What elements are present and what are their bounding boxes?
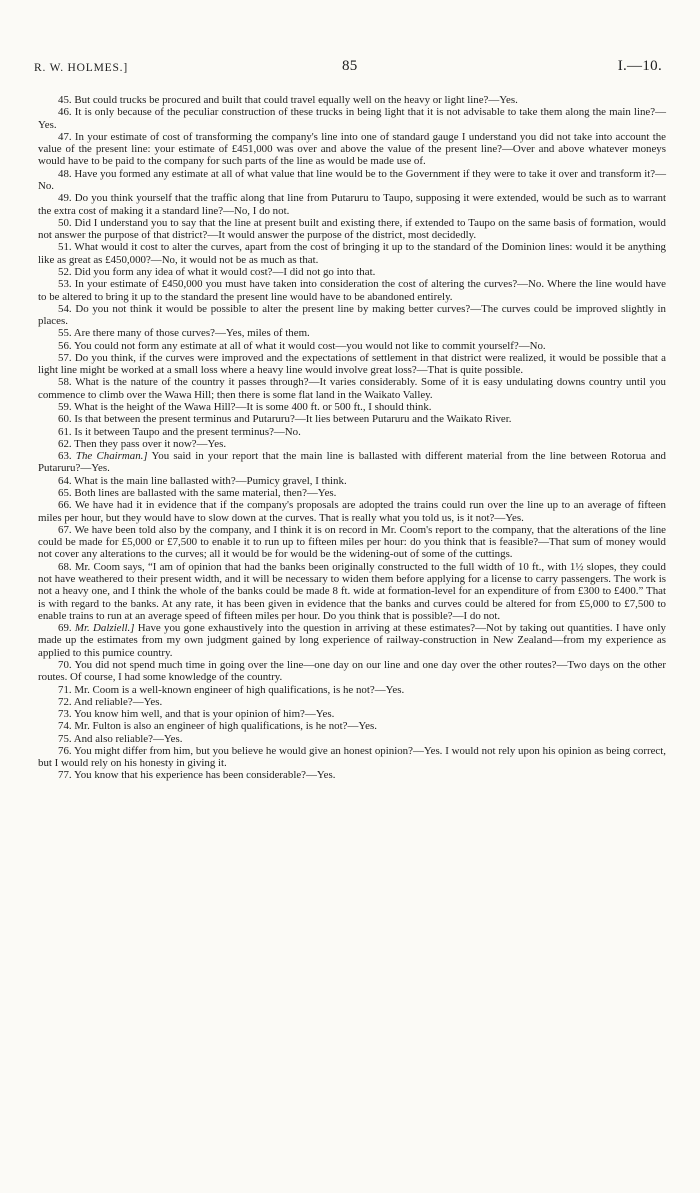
question-and-answer-text: You might differ from him, but you believe he would give an honest opinion?—Yes. I would not rely upon his opinion as being correct, but I would rely on his honesty in giving it. bbox=[38, 744, 666, 770]
question-and-answer-text: Are there many of those curves?—Yes, miles of them. bbox=[73, 327, 310, 340]
question-number: 76. bbox=[58, 744, 72, 757]
testimony-paragraph bbox=[38, 622, 666, 659]
testimony-paragraph bbox=[38, 450, 666, 475]
question-number: 54. bbox=[58, 302, 72, 315]
question-and-answer-text: Both lines are ballasted with the same material, then?—Yes. bbox=[74, 487, 337, 499]
testimony-paragraph bbox=[38, 192, 666, 217]
testimony-paragraph bbox=[38, 131, 666, 168]
question-and-answer-text: You could not form any estimate at all of what it would cost—you would not like to commit yourself?—No. bbox=[73, 339, 546, 352]
testimony-paragraph bbox=[38, 278, 666, 303]
question-number: 70. bbox=[58, 658, 72, 671]
testimony-paragraph bbox=[38, 524, 666, 561]
testimony-paragraph bbox=[38, 720, 666, 732]
question-number: 55. bbox=[58, 327, 72, 340]
question-number: 60. bbox=[58, 413, 72, 426]
question-and-answer-text: What is the nature of the country it passes through?—It varies considerably. Some of it is easy undulating downs country until you commence to climb over the Wawa Hill; then there is some flat land in the Waikato Valley. bbox=[38, 376, 666, 401]
header-witness-name: R. W. HOLMES.] bbox=[34, 62, 128, 74]
testimony-paragraph bbox=[38, 745, 666, 770]
question-and-answer-text: You know him well, and that is your opinion of him?—Yes. bbox=[73, 708, 335, 721]
question-and-answer-text: Have you gone exhaustively into the question in arriving at these estimates?—Not by taking out quantities. I have only made up the estimates from my own judgment gained by long experience of railway-construction in New Zealand—from my experience as applied to this pumice country. bbox=[38, 622, 666, 659]
speaker-label: The Chairman.] bbox=[75, 450, 148, 463]
testimony-paragraph bbox=[38, 413, 666, 425]
testimony-paragraph bbox=[38, 376, 666, 401]
question-and-answer-text: It is only because of the peculiar construction of these trucks in being light that it is not advisable to take them along the main line?—Yes. bbox=[38, 106, 666, 131]
question-and-answer-text: And also reliable?—Yes. bbox=[73, 732, 183, 745]
question-number: 48. bbox=[58, 167, 72, 180]
question-number: 61. bbox=[58, 425, 72, 438]
question-and-answer-text: Mr. Fulton is also an engineer of high qualifications, is he not?—Yes. bbox=[74, 720, 377, 733]
question-and-answer-text: Is that between the present terminus and Putaruru?—It lies between Putaruru and the Waikato River. bbox=[74, 413, 512, 426]
testimony-paragraph bbox=[38, 438, 666, 450]
question-and-answer-text: What is the height of the Wawa Hill?—It is some 400 ft. or 500 ft., I should think. bbox=[74, 401, 432, 414]
question-number: 58. bbox=[58, 376, 72, 389]
testimony-paragraph bbox=[38, 168, 666, 193]
question-and-answer-text: Is it between Taupo and the present terminus?—No. bbox=[74, 425, 301, 438]
question-and-answer-text: Mr. Coom says, “I am of opinion that had the banks been originally constructed to the full width of 10 ft., with 1½ slopes, they could not have weathered to their present width, and it will be necessary to widen them before applying for a license to carry passengers. The work is not a heavy one, and I think the whole of the banks could be made 8 ft. wide at formation-level for an expenditure of from £300 to £400.” That is with regard to the banks. At any rate, it has been given in evidence that the banks and curves could be altered for from £5,000 to £7,500 to enable trains to run at an average speed of fifteen miles per hour. Do you think that is possible?—I do not. bbox=[38, 560, 666, 622]
question-number: 68. bbox=[58, 560, 72, 573]
testimony-paragraph bbox=[38, 708, 666, 720]
question-and-answer-text: Then they pass over it now?—Yes. bbox=[74, 437, 227, 450]
question-and-answer-text: In your estimate of £450,000 you must have taken into consideration the cost of altering the curves?—No. Where the line would have to be altered to bring it up to the standard the present line would have to be abandoned entirely. bbox=[38, 278, 666, 303]
document-reference: I.—10. bbox=[617, 58, 662, 74]
testimony-paragraph bbox=[38, 487, 666, 499]
question-number: 49. bbox=[58, 192, 72, 205]
question-number: 50. bbox=[58, 216, 72, 229]
question-number: 45. bbox=[58, 94, 72, 106]
question-number: 62. bbox=[58, 437, 72, 450]
testimony-paragraph bbox=[38, 303, 666, 328]
testimony-paragraph bbox=[38, 241, 666, 266]
testimony-paragraph bbox=[38, 499, 666, 524]
question-number: 72. bbox=[58, 695, 72, 708]
speaker-label: Mr. Dalziell.] bbox=[74, 622, 135, 635]
question-number: 67. bbox=[58, 523, 72, 536]
testimony-paragraph bbox=[38, 352, 666, 377]
question-and-answer-text: You know that his experience has been considerable?—Yes. bbox=[73, 769, 336, 782]
question-and-answer-text: In your estimate of cost of transforming the company's line into one of standard gauge I understand you did not take into account the value of the present line: your estimate of £451,000 was over and above the value of the present line?—Over and above whatever moneys would have to be paid to the company for such parts of the line as would be made use of. bbox=[38, 130, 666, 168]
question-number: 51. bbox=[58, 241, 72, 254]
question-number: 47. bbox=[58, 130, 72, 143]
question-number: 65. bbox=[58, 487, 72, 499]
page-number: 85 bbox=[342, 58, 358, 74]
testimony-paragraph bbox=[38, 266, 666, 278]
question-number: 63. bbox=[58, 450, 72, 463]
question-and-answer-text: You did not spend much time in going over the line—one day on our line and one day over the other routes?—Two days on the other routes. Of course, I had some knowledge of the country. bbox=[38, 658, 666, 684]
question-and-answer-text: Do you think, if the curves were improved and the expectations of settlement in that district were realized, it would be possible that a light line might be worked at a small loss where a heavy line would involve great loss?—That is quite possible. bbox=[38, 351, 666, 377]
testimony-paragraph bbox=[38, 684, 666, 696]
question-and-answer-text: Mr. Coom is a well-known engineer of high qualifications, is he not?—Yes. bbox=[74, 683, 405, 696]
question-number: 59. bbox=[58, 401, 72, 414]
testimony-paragraph bbox=[38, 475, 666, 487]
question-and-answer-text: What is the main line ballasted with?—Pumicy gravel, I think. bbox=[74, 474, 347, 487]
testimony-paragraph bbox=[38, 733, 666, 745]
testimony-paragraph bbox=[38, 401, 666, 413]
testimony-paragraph bbox=[38, 327, 666, 339]
question-number: 75. bbox=[58, 732, 72, 745]
question-number: 57. bbox=[58, 351, 72, 364]
testimony-paragraph bbox=[38, 659, 666, 684]
question-and-answer-text: We have been told also by the company, and I think it is on record in Mr. Coom's report to the company, that the alterations of the line could be made for £5,000 or £7,500 to enable it to run up to fifteen miles per hour: do you think that is feasible?—That sum of money would not cover any alterations to the curves; all it would be for would be the widening-out of some of the cuttings. bbox=[38, 523, 666, 561]
testimony-body bbox=[38, 94, 666, 782]
question-number: 77. bbox=[58, 769, 72, 782]
question-and-answer-text: We have had it in evidence that if the company's proposals are adopted the trains could run over the line up to an average of fifteen miles per hour, but they would have to slow down at the curves. That is really what you told us, is it not?—Yes. bbox=[38, 499, 666, 524]
testimony-paragraph bbox=[38, 769, 666, 781]
question-number: 64. bbox=[58, 474, 72, 487]
testimony-paragraph bbox=[38, 426, 666, 438]
question-and-answer-text: Did you form any idea of what it would cost?—I did not go into that. bbox=[74, 265, 376, 278]
testimony-paragraph bbox=[38, 217, 666, 242]
question-and-answer-text: Do you not think it would be possible to alter the present line by making better curves?—The curves could be improved slightly in places. bbox=[38, 302, 666, 328]
question-number: 71. bbox=[58, 683, 72, 696]
question-number: 69. bbox=[58, 622, 72, 635]
question-and-answer-text: And reliable?—Yes. bbox=[73, 695, 163, 708]
question-number: 66. bbox=[58, 499, 72, 512]
testimony-paragraph bbox=[38, 561, 666, 622]
question-number: 52. bbox=[58, 265, 72, 278]
question-and-answer-text: Did I understand you to say that the line at present built and existing there, if extended to Taupo on the same basis of formation, would not answer the purpose of that district?—It would answer the purpose of the district, most decidedly. bbox=[38, 216, 666, 242]
page-header bbox=[34, 58, 662, 80]
testimony-paragraph bbox=[38, 94, 666, 106]
testimony-paragraph bbox=[38, 106, 666, 131]
question-and-answer-text: Do you think yourself that the traffic along that line from Putaruru to Taupo, supposing it were extended, would be such as to warrant the extra cost of making it a standard line?—No, I do not. bbox=[38, 192, 666, 217]
question-and-answer-text: But could trucks be procured and built that could travel equally well on the heavy or light line?—Yes. bbox=[74, 94, 518, 106]
testimony-paragraph bbox=[38, 696, 666, 708]
question-number: 56. bbox=[58, 339, 72, 352]
question-number: 53. bbox=[58, 278, 72, 291]
question-and-answer-text: Have you formed any estimate at all of what value that line would be to the Government if they were to take it over and transform it?—No. bbox=[38, 167, 666, 192]
question-number: 74. bbox=[58, 720, 72, 733]
testimony-paragraph bbox=[38, 340, 666, 352]
question-number: 46. bbox=[58, 106, 72, 119]
question-number: 73. bbox=[58, 708, 72, 721]
question-and-answer-text: You said in your report that the main line is ballasted with different material from the line between Rotorua and Putaruru?—Yes. bbox=[38, 450, 666, 475]
question-and-answer-text: What would it cost to alter the curves, apart from the cost of bringing it up to the standard of the Dominion lines: would it be anything like as great as £450,000?—No, it would not be as much as that. bbox=[38, 241, 666, 266]
